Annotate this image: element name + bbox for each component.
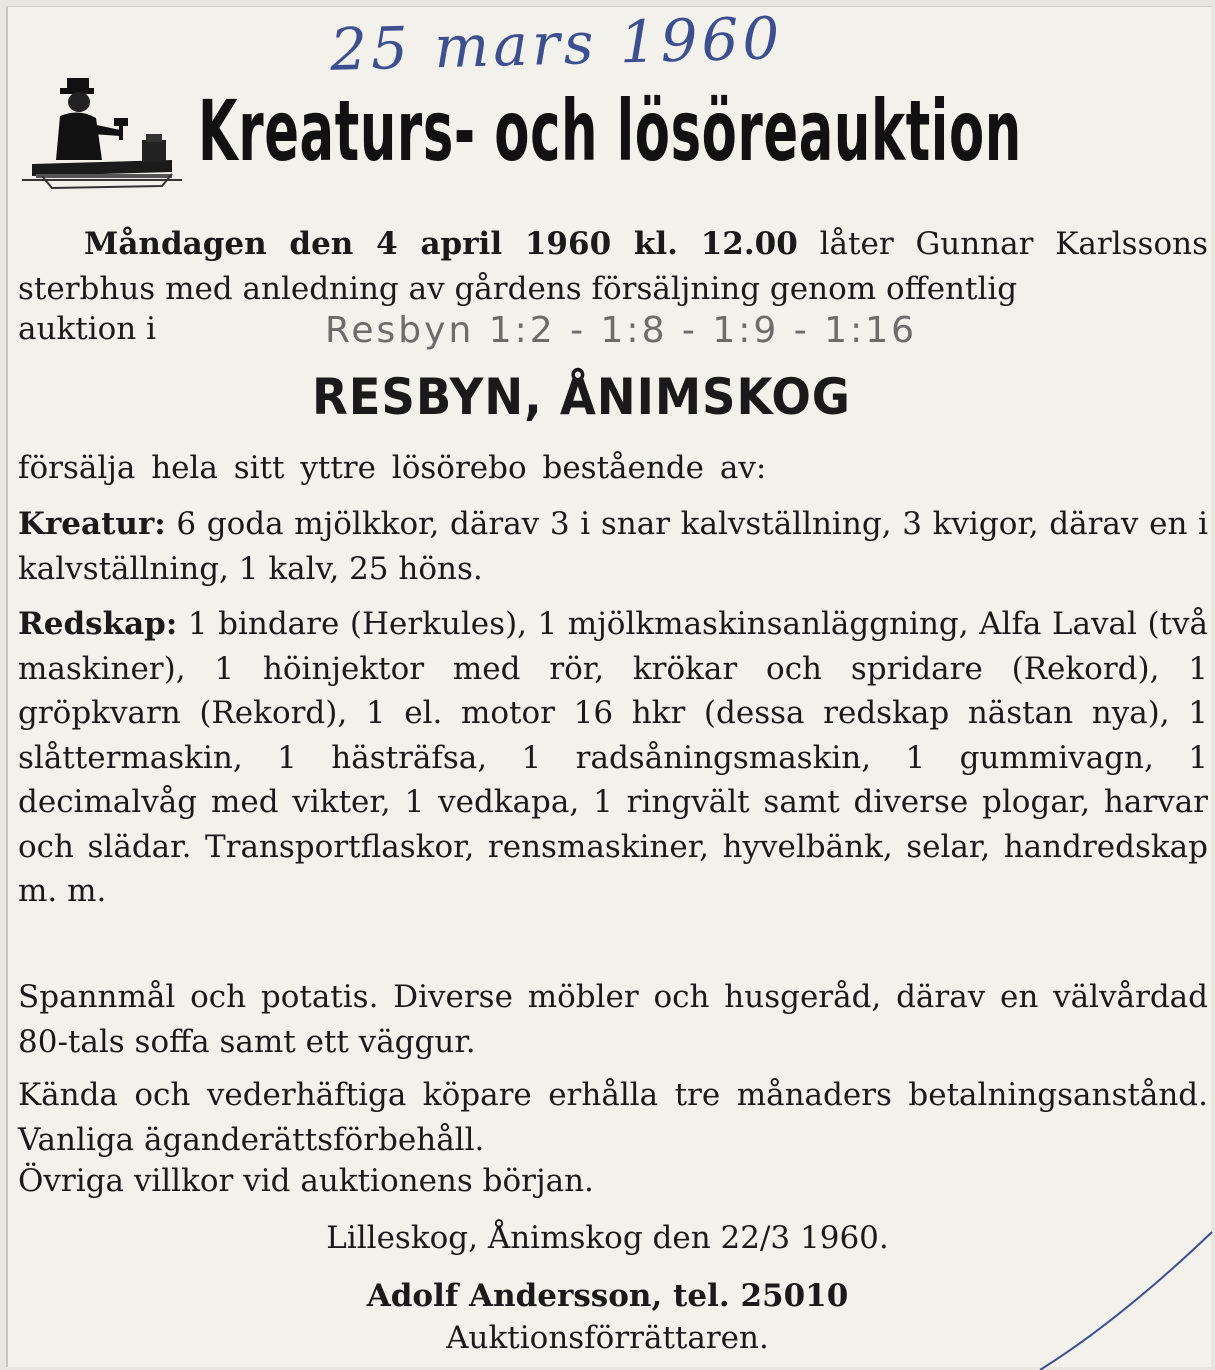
payment-terms-paragraph: Kända och vederhäftiga köpare erhålla tre månaders betalningsanstånd. Vanliga äganderättsförbehåll. — [18, 1077, 1208, 1158]
equipment-paragraph — [18, 602, 1208, 914]
handwritten-property-note: Resbyn 1:2 - 1:8 - 1:9 - 1:16 — [325, 310, 918, 351]
equipment-text: 1 bindare (Herkules), 1 mjölkmaskinsanläggning, Alfa Laval (två maskiner), 1 höinjektor med rör, krökar och spridare (Rekord), 1 gröpkvarn (Rekord), 1 el. motor 16 hkr (dessa redskap nästan nya), 1 slåttermaskin, 1 hästräfsa, 1 radsåningsmaskin, 1 gummivagn, 1 decimalvåg med vikter, 1 vedkapa, 1 ringvält samt diverse plogar, harvar och slädar. Transportflaskor, rensmaskiner, hyvelbänk, selar, handredskap m. m. — [18, 606, 1208, 909]
handwritten-date: 25 mars 1960 — [329, 4, 785, 84]
livestock-text: 6 goda mjölkkor, därav 3 i snar kalvställning, 3 kvigor, därav en i kalvställning, 1 kalv, 25 höns. — [18, 506, 1208, 587]
equipment-label: Redskap: — [18, 606, 178, 642]
place-date: Lilleskog, Ånimskog den 22/3 1960. — [326, 1220, 889, 1256]
intro-paragraph — [18, 222, 1208, 311]
auctioneer-title: Auktionsförrättaren. — [446, 1320, 769, 1356]
intro-last-line: auktion i — [18, 311, 157, 347]
other-terms: Övriga villkor vid auktionens början. — [18, 1163, 594, 1199]
auctioneer-icon — [22, 78, 182, 198]
sale-line: försälja hela sitt yttre lösörebo bestående av: — [18, 450, 767, 486]
livestock-label: Kreatur: — [18, 506, 166, 542]
headline: Kreaturs- och lösöreauktion — [198, 82, 1022, 180]
auctioneer-name: Adolf Andersson, tel. 25010 — [366, 1278, 849, 1314]
grain-furniture-paragraph: Spannmål och potatis. Diverse möbler och husgeråd, därav en välvårdad 80-tals soffa samt ett väggur. — [18, 979, 1208, 1060]
livestock-paragraph — [18, 502, 1208, 591]
header — [0, 78, 1215, 198]
auction-date-time: Måndagen den 4 april 1960 kl. 12.00 — [84, 226, 798, 262]
intro-text: låter Gunnar Karlssons sterbhus med anledning av gårdens försäljning genom offentlig — [18, 226, 1208, 307]
place-name: RESBYN, ÅNIMSKOG — [312, 368, 851, 426]
